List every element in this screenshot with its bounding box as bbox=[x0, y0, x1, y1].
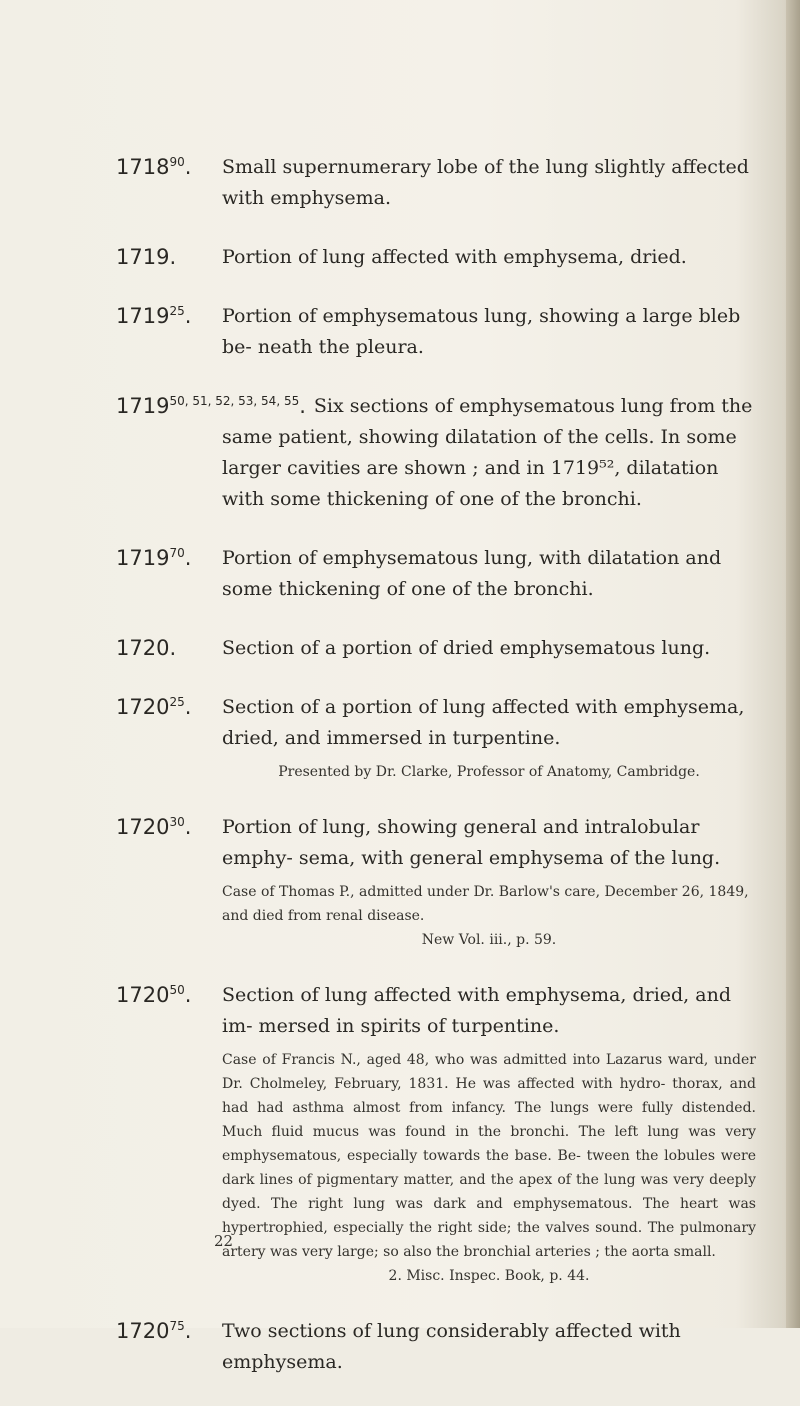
entry-description: Section of lung affected with emphysema, dried, and im- mersed in spirits of turpentine. bbox=[222, 984, 731, 1037]
entry bbox=[116, 692, 756, 784]
entry-number: 1719$^{25}$. bbox=[116, 304, 192, 328]
entry-description: Portion of emphysematous lung, showing a large bleb be- neath the pleura. bbox=[222, 305, 741, 358]
entry-description: Six sections of emphysematous lung from the same patient, showing dilatation of the cells. In some larger cavities are shown ; and in 1719⁵², dilatation with some thickening of one of the bronchi. bbox=[222, 395, 753, 510]
entry bbox=[116, 301, 756, 363]
entry-description: Portion of lung affected with emphysema, dried. bbox=[222, 246, 687, 268]
entry bbox=[116, 543, 756, 605]
entry-description: Portion of emphysematous lung, with dilatation and some thickening of one of the bronchi. bbox=[222, 547, 722, 600]
entry bbox=[116, 242, 756, 273]
entry-number: 1720$^{50}$. bbox=[116, 983, 192, 1007]
page-number: 22 bbox=[214, 1232, 234, 1250]
entry-description: Small supernumerary lobe of the lung slightly affected with emphysema. bbox=[222, 156, 749, 209]
entry bbox=[116, 152, 756, 214]
entry bbox=[116, 812, 756, 952]
entry-number: 1720. bbox=[116, 636, 177, 660]
entry-number: 1720$^{75}$. bbox=[116, 1319, 192, 1343]
entry bbox=[116, 980, 756, 1288]
entry bbox=[116, 633, 756, 664]
entry-reference: New Vol. iii., p. 59. bbox=[421, 932, 557, 948]
entry-note: Presented by Dr. Clarke, Professor of Anatomy, Cambridge. bbox=[278, 764, 700, 780]
page-edge bbox=[786, 0, 800, 1328]
entry bbox=[116, 1316, 756, 1378]
entry bbox=[116, 391, 756, 515]
entry-number: 1720$^{25}$. bbox=[116, 695, 192, 719]
entry-number: 1719$^{70}$. bbox=[116, 546, 192, 570]
entry-description: Two sections of lung considerably affected with emphysema. bbox=[222, 1320, 681, 1373]
entry-number: 1720$^{30}$. bbox=[116, 815, 192, 839]
entry-number: 1719$^{50, 51, 52, 53, 54, 55}$. bbox=[116, 394, 306, 418]
entry-description: Portion of lung, showing general and intralobular emphy- sema, with general emphysema of the lung. bbox=[222, 816, 721, 869]
entry-reference: 2. Misc. Inspec. Book, p. 44. bbox=[388, 1268, 590, 1284]
catalogue-content bbox=[116, 152, 756, 1406]
entry-description: Section of a portion of lung affected with emphysema, dried, and immersed in turpentine. bbox=[222, 696, 745, 749]
entry-description: Section of a portion of dried emphysematous lung. bbox=[222, 637, 711, 659]
entry-number: 1718$^{90}$. bbox=[116, 155, 192, 179]
entry-note: Case of Thomas P., admitted under Dr. Barlow's care, December 26, 1849, and died from renal disease. bbox=[222, 884, 749, 924]
entry-note: Case of Francis N., aged 48, who was admitted into Lazarus ward, under Dr. Cholmeley, February, 1831. He was affected with hydro- thorax, and had had asthma almost from infancy. The lungs were fully distended. Much fluid mucus was found in the bronchi. The left lung was very emphysematous, especially towards the base. Be- tween the lobules were dark lines of pigmentary matter, and the apex of the lung was very deeply dyed. The right lung was dark and emphysematous. The heart was hypertrophied, especially the right side; the valves sound. The pulmonary artery was very large; so also the bronchial arteries ; the aorta small. bbox=[222, 1052, 756, 1260]
entry-number: 1719. bbox=[116, 245, 177, 269]
